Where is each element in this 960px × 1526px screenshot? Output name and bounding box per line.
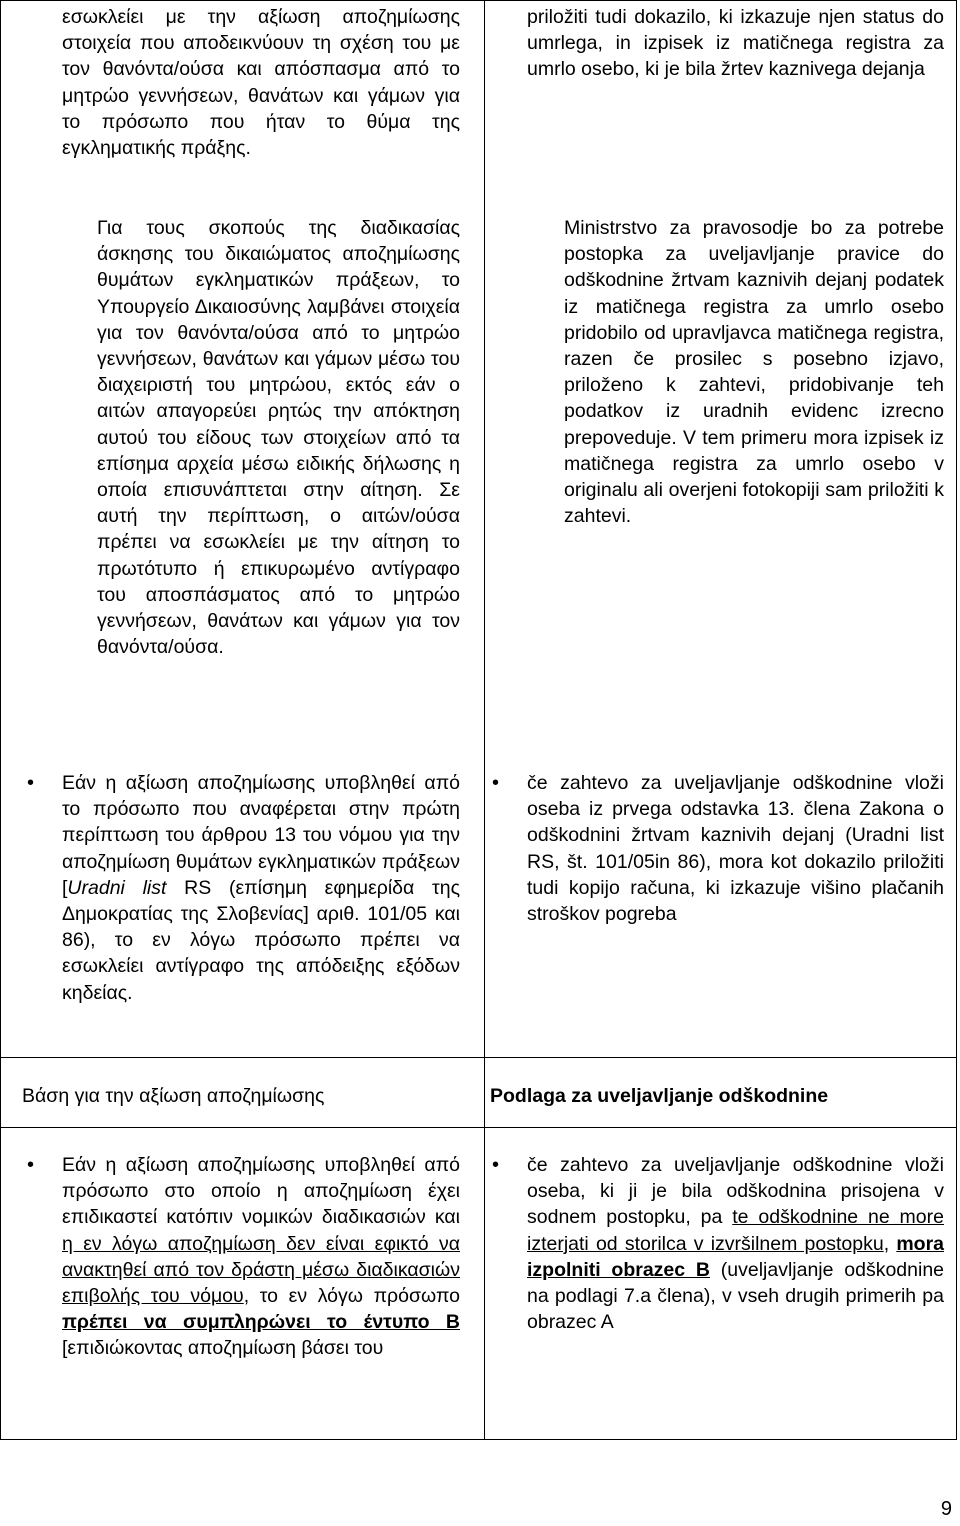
right-paragraph-2: Ministrstvo za pravosodje bo za potrebe postopka za uveljavljanje pravice do odškodnine žrtvam kaznivih dejanj podatek iz matičnega registra za umrlo osebo pridobilo od upravljavca matičnega registra, razen če prosilec s posebno izjavo, priloženo k zahtevi, pridobivanje teh podatkov iz uradnih evidenc izrecno prepoveduje. V tem primeru mora izpisek iz matičnega registra za umrlo osebo v originalu ali overjeni fotokopiji sam priložiti k zahtevi. bbox=[564, 217, 944, 528]
right-paragraph-1: priložiti tudi dokazilo, ki izkazuje njen status do umrlega, in izpisek iz matičnega registra za umrlo osebo, ki je bila žrtev kaznivega dejanja bbox=[527, 6, 944, 81]
left-bullet-1-part-b: RS (επίσημη εφημερίδα της Δημοκρατίας της Σλοβενίας] αριθ. 101/05 και 86), το εν λόγω πρόσωπο πρέπει να εσωκλείει αντίγραφο της απόδειξης εξόδων κηδείας. bbox=[62, 876, 460, 1004]
left-paragraph-1: εσωκλείει με την αξίωση αποζημίωσης στοιχεία που αποδεικνύουν τη σχέση του με τον θανόντα/ούσα και απόσπασμα από το μητρώο γεννήσεων, θανάτων και γάμων για το πρόσωπο που ήταν το θύμα της εγκληματικής πράξης. bbox=[62, 6, 460, 160]
row-divider-2 bbox=[0, 1127, 957, 1128]
right-bullet-2-part-b: , bbox=[883, 1232, 897, 1255]
left-bullet-2-part-a: Εάν η αξίωση αποζημίωσης υποβληθεί από πρόσωπο στο οποίο η αποζημίωση έχει επιδικαστεί κατόπιν νομικών διαδικασιών και bbox=[62, 1154, 460, 1229]
right-bullet-1-text: če zahtevo za uveljavljanje odškodnine vloži oseba iz prvega odstavka 13. člena Zakona o odškodnini žrtvam kaznivih dejanj (Uradni list RS, št. 101/05in 86), mora kot dokazilo priložiti tudi kopijo računa, ki izkazuje višino plačanih stroškov pogreba bbox=[527, 772, 944, 926]
right-bullet-2-text bbox=[527, 1152, 944, 1335]
left-bullet-2-text bbox=[62, 1152, 460, 1438]
left-bullet-1-italic: Uradni list bbox=[67, 876, 167, 899]
right-bullet-1-marker: • bbox=[492, 772, 500, 794]
left-bullet-2-marker: • bbox=[27, 1154, 35, 1176]
left-bullet-2-underlined: η εν λόγω αποζημίωση δεν είναι εφικτό να ανακτηθεί από τον δράστη μέσω διαδικασιών επιβολής του νόμου bbox=[62, 1232, 460, 1308]
left-section-header: Βάση για την αξίωση αποζημίωσης bbox=[22, 1085, 325, 1107]
left-paragraph-2: Για τους σκοπούς της διαδικασίας άσκησης του δικαιώματος αποζημίωσης θυμάτων εγκληματικών πράξεων, το Υπουργείο Δικαιοσύνης λαμβάνει στοιχεία για τον θανόντα/ούσα από το μητρώο γεννήσεων, θανάτων και γάμων μέσω του διαχειριστή του μητρώου, εκτός εάν ο αιτών απαγορεύει ρητώς την απόκτηση αυτού του είδους των στοιχείων από τα επίσημα αρχεία μέσω ειδικής δήλωσης η οποία επισυνάπτεται στην αίτηση. Σε αυτή την περίπτωση, ο αιτών/ούσα πρέπει να εσωκλείει με την αίτηση το πρωτότυπο ή επικυρωμένο αντίγραφο του αποσπάσματος από το μητρώο γεννήσεων, θανάτων και γάμων για τον θανόντα/ούσα. bbox=[97, 217, 460, 659]
right-bullet-2-underlined: te odškodnine ne more izterjati od storilca v izvršilnem postopku bbox=[527, 1206, 944, 1255]
right-bullet-2-part-c: (uveljavljanje odškodnine na podlagi 7.a člena), v vseh drugih primerih pa obrazec A bbox=[527, 1258, 945, 1334]
left-bullet-1-part-a: Εάν η αξίωση αποζημίωσης υποβληθεί από το πρόσωπο που αναφέρεται στην πρώτη περίπτωση του άρθρου 13 του νόμου για την αποζημίωση θυμάτων εγκληματικών πράξεων [ bbox=[62, 772, 460, 899]
left-bullet-1-text bbox=[62, 770, 460, 1006]
column-divider bbox=[484, 0, 485, 1440]
left-bullet-2-bold-underlined: πρέπει να συμπληρώνει το έντυπο Β bbox=[62, 1311, 460, 1334]
right-bullet-2-bold-underlined: mora izpolniti obrazec B bbox=[527, 1232, 944, 1281]
row-divider-1 bbox=[0, 1057, 957, 1058]
page-number: 9 bbox=[940, 1498, 952, 1520]
right-bullet-2-part-a: če zahtevo za uveljavljanje odškodnine vloži oseba, ki ji je bila odškodnina prisojena v sodnem postopku, pa bbox=[527, 1154, 944, 1229]
left-bullet-1-marker: • bbox=[27, 772, 35, 794]
right-bullet-2-marker: • bbox=[492, 1154, 500, 1176]
left-bullet-2-part-b: , το εν λόγω πρόσωπο bbox=[243, 1285, 460, 1308]
right-section-header: Podlaga za uveljavljanje odškodnine bbox=[490, 1085, 829, 1107]
left-bullet-2-part-c: [επιδιώκοντας αποζημίωση βάσει του bbox=[62, 1337, 384, 1360]
